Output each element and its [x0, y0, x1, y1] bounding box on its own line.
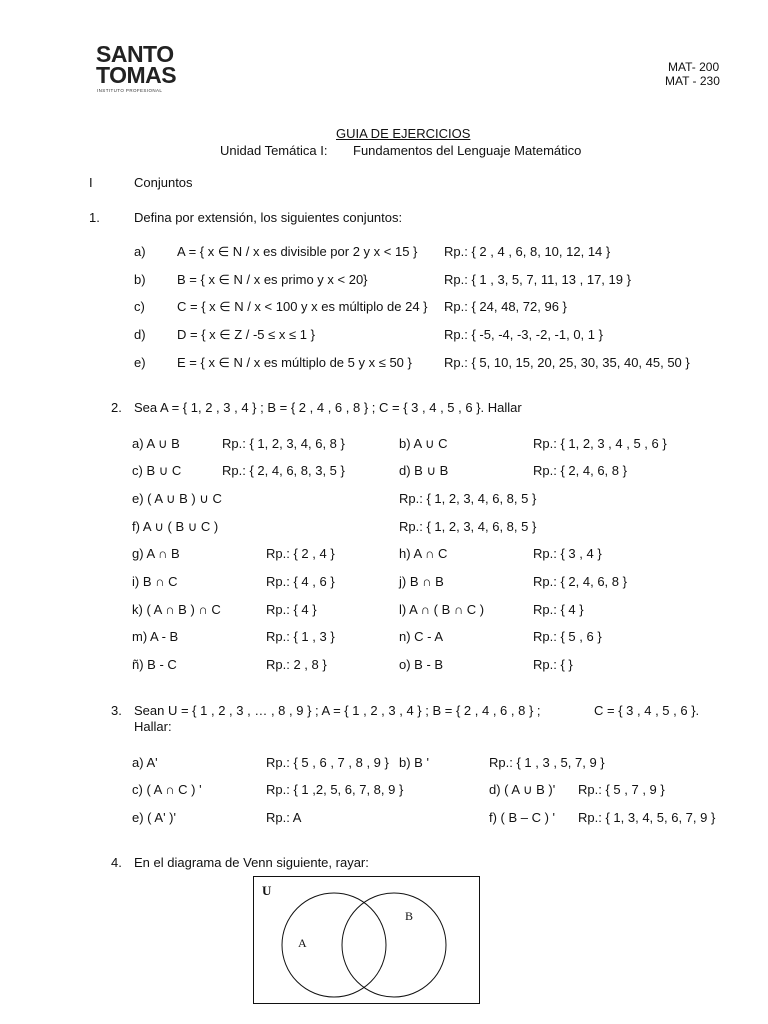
page-title: GUIA DE EJERCICIOS — [336, 126, 471, 141]
q2-answer: Rp.: { 5 , 6 } — [533, 629, 602, 644]
logo-line1: SANTO — [96, 41, 174, 67]
q2-number: 2. — [111, 400, 122, 415]
q2-exercise: k) ( A ∩ B ) ∩ C — [132, 602, 221, 617]
q1-item-answer: Rp.: { -5, -4, -3, -2, -1, 0, 1 } — [444, 327, 603, 342]
course-code-1: MAT- 200 — [668, 60, 720, 74]
q3-exercise: d) ( A ∪ B )' — [489, 782, 556, 797]
q1-item-label: b) — [134, 272, 146, 287]
q1-item-label: a) — [134, 244, 146, 259]
q2-exercise: a) A ∪ B — [132, 436, 180, 451]
q2-answer: Rp.: 2 , 8 } — [266, 657, 327, 672]
q3-answer: Rp.: { 1 ,2, 5, 6, 7, 8, 9 } — [266, 782, 404, 797]
q1-item-definition: E = { x ∈ N / x es múltiplo de 5 y x ≤ 50 } — [177, 355, 412, 370]
q2-exercise: e) ( A ∪ B ) ∪ C — [132, 491, 222, 506]
q1-item-label: d) — [134, 327, 146, 342]
q3-answer: Rp.: { 5 , 7 , 9 } — [578, 782, 665, 797]
q1-text: Defina por extensión, los siguientes conjuntos: — [134, 210, 403, 225]
q2-exercise: h) A ∩ C — [399, 546, 448, 561]
q3-exercise: b) B ' — [399, 755, 429, 770]
q2-exercise: ñ) B - C — [132, 657, 177, 672]
q3-exercise: c) ( A ∩ C ) ' — [132, 782, 202, 797]
q3-hallar: Hallar: — [134, 719, 172, 734]
unit-name: Fundamentos del Lenguaje Matemático — [353, 143, 582, 158]
q2-answer: Rp.: { 2, 4, 6, 8, 3, 5 } — [222, 463, 345, 478]
set-b-circle — [342, 893, 446, 997]
q2-exercise: f) A ∪ ( B ∪ C ) — [132, 519, 219, 534]
q2-exercise: g) A ∩ B — [132, 546, 180, 561]
q1-item-definition: A = { x ∈ N / x es divisible por 2 y x < 15 } — [177, 244, 418, 259]
q1-item-answer: Rp.: { 24, 48, 72, 96 } — [444, 299, 567, 314]
q2-answer: Rp.: { 1, 2, 3, 4, 6, 8, 5 } — [399, 491, 537, 506]
q2-exercise: b) A ∪ C — [399, 436, 448, 451]
q2-exercise: j) B ∩ B — [399, 574, 444, 589]
universe-label: U — [262, 883, 272, 898]
q2-exercise: c) B ∪ C — [132, 463, 182, 478]
q1-number: 1. — [89, 210, 100, 225]
q1-item-answer: Rp.: { 2 , 4 , 6, 8, 10, 12, 14 } — [444, 244, 611, 259]
q2-answer: Rp.: { 4 } — [266, 602, 317, 617]
q3-text: Sean U = { 1 , 2 , 3 , … , 8 , 9 } ; A = { 1 , 2 , 3 , 4 } ; B = { 2 , 4 , 6 , 8 } ; — [134, 703, 541, 718]
logo-tagline: INSTITUTO PROFESIONAL — [97, 88, 163, 93]
logo-line2: TOMAS — [96, 62, 177, 88]
q3-number: 3. — [111, 703, 122, 718]
q2-exercise: o) B - B — [399, 657, 444, 672]
q1-item-label: c) — [134, 299, 145, 314]
q2-exercise: i) B ∩ C — [132, 574, 178, 589]
q3-answer: Rp.: A — [266, 810, 302, 825]
q3-exercise: f) ( B – C ) ' — [489, 810, 556, 825]
q2-text: Sea A = { 1, 2 , 3 , 4 } ; B = { 2 , 4 , 6 , 8 } ; C = { 3 , 4 , 5 , 6 }. Hallar — [134, 400, 522, 415]
q1-item-definition: D = { x ∈ Z / -5 ≤ x ≤ 1 } — [177, 327, 315, 342]
q2-answer: Rp.: { 1, 2, 3, 4, 6, 8 } — [222, 436, 345, 451]
q2-answer: Rp.: { 2 , 4 } — [266, 546, 335, 561]
course-code-2: MAT - 230 — [665, 74, 720, 88]
q2-answer: Rp.: { 2, 4, 6, 8 } — [533, 574, 627, 589]
q1-item-label: e) — [134, 355, 146, 370]
q1-item-definition: B = { x ∈ N / x es primo y x < 20} — [177, 272, 368, 287]
q3-answer: Rp.: { 5 , 6 , 7 , 8 , 9 } — [266, 755, 389, 770]
section-number: I — [89, 175, 93, 190]
q2-answer: Rp.: { 1 , 3 } — [266, 629, 335, 644]
q3-answer: Rp.: { 1 , 3 , 5, 7, 9 } — [489, 755, 605, 770]
venn-diagram — [253, 876, 481, 1006]
section-name: Conjuntos — [134, 175, 193, 190]
q2-answer: Rp.: { 4 } — [533, 602, 584, 617]
set-b-label: B — [405, 909, 414, 923]
q1-item-answer: Rp.: { 5, 10, 15, 20, 25, 30, 35, 40, 45, 50 } — [444, 355, 690, 370]
q3-exercise: e) ( A' )' — [132, 810, 176, 825]
unit-label: Unidad Temática I: — [220, 143, 328, 158]
q2-exercise: l) A ∩ ( B ∩ C ) — [399, 602, 485, 617]
q3-exercise: a) A' — [132, 755, 158, 770]
q2-exercise: m) A - B — [132, 629, 179, 644]
q2-answer: Rp.: { 1, 2, 3, 4, 6, 8, 5 } — [399, 519, 537, 534]
q1-item-answer: Rp.: { 1 , 3, 5, 7, 11, 13 , 17, 19 } — [444, 272, 631, 287]
q2-answer: Rp.: { 3 , 4 } — [533, 546, 602, 561]
q1-item-definition: C = { x ∈ N / x < 100 y x es múltiplo de 24 } — [177, 299, 428, 314]
set-a-label: A — [298, 936, 307, 950]
q2-exercise: n) C - A — [399, 629, 444, 644]
q4-text: En el diagrama de Venn siguiente, rayar: — [134, 855, 369, 870]
q2-exercise: d) B ∪ B — [399, 463, 449, 478]
q2-answer: Rp.: { 1, 2, 3 , 4 , 5 , 6 } — [533, 436, 667, 451]
q2-answer: Rp.: { 4 , 6 } — [266, 574, 335, 589]
q2-answer: Rp.: { 2, 4, 6, 8 } — [533, 463, 627, 478]
q3-text-c: C = { 3 , 4 , 5 , 6 }. — [594, 703, 700, 718]
q2-answer: Rp.: { } — [533, 657, 573, 672]
q3-answer: Rp.: { 1, 3, 4, 5, 6, 7, 9 } — [578, 810, 716, 825]
q4-number: 4. — [111, 855, 122, 870]
